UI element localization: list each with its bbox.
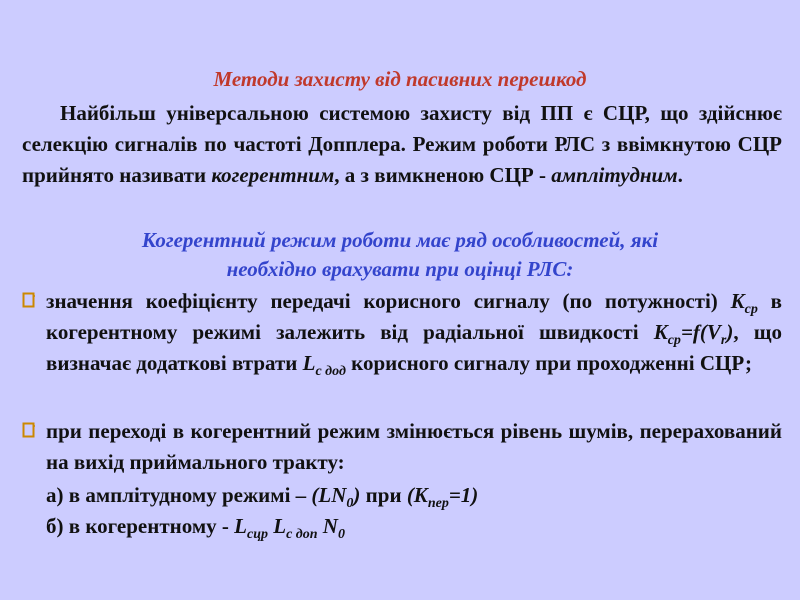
bullet-1-part-1: значення коефіцієнту передачі корисного сигналу (по потужності) <box>46 289 731 313</box>
l-scr-letter: L <box>234 514 247 538</box>
intro-text-3: . <box>677 163 683 187</box>
line-b <box>46 511 345 542</box>
slide-title: Методи захисту від пасивних перешкод <box>213 67 587 91</box>
bullet-1-text <box>46 286 782 379</box>
n-subscript: 0 <box>337 527 345 543</box>
subtitle-line-2: необхідно врахувати при оцінці РЛС: <box>226 257 574 281</box>
k-symbol <box>730 289 758 318</box>
l-dop-letter: L <box>273 514 287 538</box>
l-letter: L <box>302 351 316 375</box>
l-scr-subscript: сцр <box>246 527 268 543</box>
subtitle-line-1: Когерентний режим роботи має ряд особливостей, які <box>141 228 659 252</box>
bullet-2-text: при переході в когерентний режим змінюється рівень шумів, перерахований на вихід приймального тракту: <box>46 419 782 474</box>
k-letter: K <box>730 289 745 313</box>
hollow-square-bullet-icon <box>22 292 36 310</box>
bullet-1-part-2: в когерентному режимі залежить від радіальної швидкості <box>46 289 782 344</box>
k2-letter: K <box>653 320 668 344</box>
intro-text-2: , а з вимкненою СЦР - <box>334 163 552 187</box>
ln-expression <box>311 483 361 512</box>
k-per-subscript: пер <box>427 496 449 512</box>
hollow-square-bullet-icon <box>22 422 36 440</box>
k-formula <box>653 320 734 349</box>
k2-subscript: ср <box>667 333 681 349</box>
bullet-item-2 <box>22 416 782 478</box>
coherent-expression <box>234 514 345 543</box>
f-open: =f(V <box>680 320 721 344</box>
l-dop-subscript: с доп <box>286 527 318 543</box>
line-a-prefix: а) в амплітудному режимі – <box>46 483 312 507</box>
line-b-prefix: б) в когерентному - <box>46 514 235 538</box>
amplitude-term: амплітудним <box>551 163 678 187</box>
line-a-mid: при <box>360 483 407 507</box>
bullet-item-1 <box>22 286 782 379</box>
k-per-open: (K <box>406 483 428 507</box>
vr-subscript: r <box>720 333 727 349</box>
coherent-term: когерентним <box>211 163 335 187</box>
k-subscript: ср <box>744 302 758 318</box>
line-a <box>46 480 478 511</box>
l-symbol <box>302 351 346 380</box>
bullet-1-part-3: , що визначає додаткові втрати <box>46 320 782 375</box>
ln-close: ) <box>353 483 361 507</box>
intro-text-1: Найбільш універсальною системою захисту від ПП є СЦР, що здійснює селекцію сигналів по частоті Допплера. Режим роботи РЛС з ввімкнутою СЦР прийнято називати <box>22 101 782 187</box>
ln-open: (LN <box>311 483 347 507</box>
n-letter: N <box>322 514 338 538</box>
intro-paragraph <box>22 98 782 191</box>
l-subscript: с дод <box>315 364 346 380</box>
subtitle <box>0 226 800 284</box>
bullet-1-part-4: корисного сигналу при проходженні СЦР; <box>345 351 752 375</box>
f-close: ) <box>726 320 734 344</box>
k-per-close: =1) <box>448 483 479 507</box>
k-per-expression <box>406 483 479 512</box>
n0-subscript: 0 <box>346 496 354 512</box>
